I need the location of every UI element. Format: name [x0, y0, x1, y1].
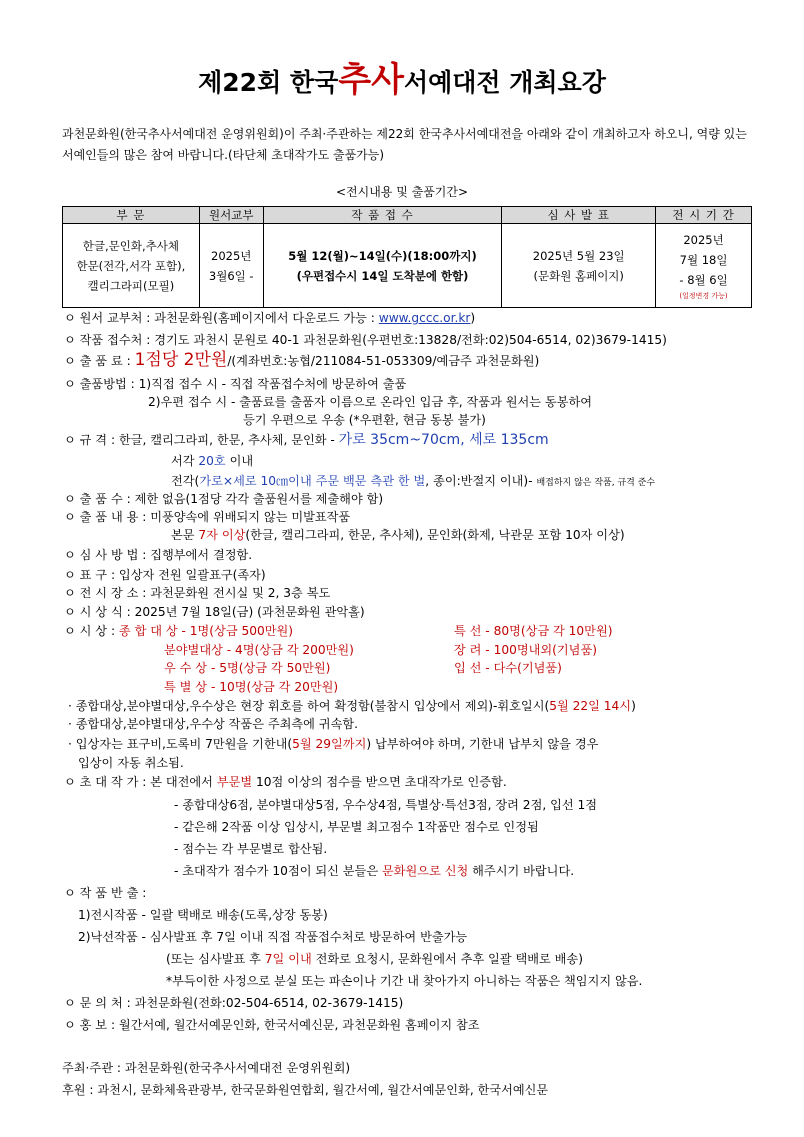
item-text: ) 납부하여야 하며, 기한내 납부치 않을 경우 [366, 737, 599, 751]
table-header-row [63, 207, 752, 224]
award-grand: 종 합 대 상 - 1명(상금 500만원) [118, 624, 294, 638]
item-count: ㅇ 출 품 수 : 제한 없음(1점당 각각 출품원서를 제출해야 함) [64, 492, 384, 506]
table-header: 부 문 [63, 207, 200, 224]
invited-points-line [174, 862, 574, 880]
item-form-distribution [64, 309, 475, 327]
item-content: ㅇ 출 품 내 용 : 미풍양속에 위배되지 않는 미발표작품 [64, 510, 351, 524]
item-text: 해주시기 바랍니다. [468, 864, 575, 878]
item-text: · 종합대상,분야별대상,우수상은 현장 휘호를 하여 확정함(불참시 입상에서 제외)-휘호일시( [68, 699, 550, 713]
item-judging: ㅇ 심 사 방 법 : 집행부에서 결정함. [64, 548, 253, 562]
item-text: ㅇ 출 품 료 : [64, 354, 135, 368]
item-text: 서각 [171, 454, 199, 468]
item-text: 본문 [171, 528, 199, 542]
invited-points-line: - 점수는 각 부문별로 합산됨. [174, 842, 328, 856]
cell-note: (일정변경 가능) [679, 291, 728, 300]
item-text: ㅇ 규 격 : 한글, 캘리그라피, 한문, 추사체, 문인화 - [64, 433, 339, 447]
return-disclaimer: *부득이한 사정으로 분실 또는 파손이나 기간 내 찾아가지 아니하는 작품은 책임지지 않음. [166, 974, 643, 988]
item-text: ㅇ 시 상 : [64, 624, 119, 638]
note-ownership: · 종합대상,분야별대상,우수상 작품은 주최측에 귀속함. [68, 717, 359, 731]
cell-line: 2025년 [683, 232, 724, 247]
size-highlight: 가로 35cm~70cm, 세로 135cm [338, 432, 549, 448]
cell-line: 5월 12(월)~14일(수)(18:00까지) [288, 248, 477, 263]
title-prefix: 제22회 한국 [198, 68, 339, 97]
cell-line: 한문(전각,서각 포함), [76, 258, 186, 273]
item-framing: ㅇ 표 구 : 입상자 전원 일괄표구(족자) [64, 568, 266, 582]
item-invited-artist [64, 773, 507, 791]
award-excellence: 우 수 상 - 5명(상금 각 50만원) [164, 661, 331, 675]
category-cell [63, 224, 200, 308]
item-text: 이내 [225, 454, 254, 468]
cell-line: - 8월 6일 [679, 272, 728, 287]
cell-line: 캘리그라피(모필) [87, 278, 175, 293]
item-content-line [171, 526, 625, 544]
note-payment [68, 735, 598, 753]
return-line: 1)전시작품 - 일괄 택배로 배송(도록,상장 동봉) [78, 908, 328, 922]
item-text: ) [470, 311, 476, 325]
item-submission-place: ㅇ 작품 접수처 : 경기도 과천시 문원로 40-1 과천문화원(우편번호:13828/전화:02)504-6514, 02)3679-1415) [64, 333, 667, 347]
footer-host: 주최·주관 : 과천문화원(한국추사서예대전 운영위원회) [62, 1061, 351, 1075]
table-row [63, 224, 752, 308]
item-text: ㅇ 초 대 작 가 : 본 대전에서 [64, 775, 217, 789]
item-highlight: 5월 29일까지 [292, 737, 367, 751]
title-suffix: 서예대전 개최요강 [403, 68, 606, 97]
item-method: ㅇ 출품방법 : 1)직접 접수 시 - 직접 작품접수처에 방문하여 출품 [64, 377, 407, 391]
website-link[interactable]: www.gccc.or.kr [378, 311, 471, 325]
item-text: 전화로 요청시, 문화원에서 추후 일괄 택배로 배송) [311, 952, 583, 966]
item-venue: ㅇ 전 시 장 소 : 과천문화원 전시실 및 2, 3층 복도 [64, 586, 331, 600]
note-payment-line: 입상이 자동 취소됨. [78, 756, 184, 770]
item-promotion: ㅇ 홍 보 : 월간서예, 월간서예문인화, 한국서예신문, 과천문화원 홈페이지 참조 [64, 1018, 480, 1032]
item-text: 전각( [171, 474, 200, 488]
item-text: , 종이:반절지 이내)- [425, 474, 537, 488]
cell-line: 2025년 [211, 248, 252, 263]
award-special: 특 별 상 - 10명(상금 각 20만원) [164, 680, 339, 694]
footer-sponsor: 후원 : 과천시, 문화체육관광부, 한국문화원연합회, 월간서예, 월간서예문인화, 한국서예신문 [62, 1083, 549, 1097]
item-inquiry: ㅇ 문 의 처 : 과천문화원(전화:02-504-6514, 02-3679-1415) [64, 996, 404, 1010]
award-encouragement: 장 려 - 100명내외(기념품) [454, 643, 597, 657]
schedule-table [62, 206, 752, 308]
item-method-line: 2)우편 접수 시 - 출품료를 출품자 이름으로 온라인 입금 후, 작품과 원서는 동봉하여 [148, 395, 593, 409]
item-highlight: 가로×세로 10㎝이내 주문 백문 측관 한 벌 [199, 474, 426, 488]
item-text: /(계좌번호:농협/211084-51-053309/예금주 과천문화원) [227, 354, 540, 368]
exhibition-cell [656, 224, 752, 308]
item-text: ㅇ 원서 교부처 : 과천문화원(홈페이지에서 다운로드 가능 : [64, 311, 379, 325]
item-text: ) [631, 699, 636, 713]
item-highlight: 7자 이상 [198, 528, 246, 542]
award-selected: 입 선 - 다수(기념품) [454, 661, 562, 675]
item-text: 10점 이상의 점수를 받으면 초대작가로 인증함. [252, 775, 507, 789]
item-return: ㅇ 작 품 반 출 : [64, 886, 147, 900]
page-title [0, 52, 804, 101]
award-category: 분야별대상 - 4명(상금 각 200만원) [164, 643, 354, 657]
item-ceremony: ㅇ 시 상 식 : 2025년 7월 18일(금) (과천문화원 관악홀) [64, 605, 365, 619]
table-caption: <전시내용 및 출품기간> [335, 185, 469, 199]
item-spec-line [171, 452, 253, 470]
invited-points-line: - 종합대상6점, 분야별대상5점, 우수상4점, 특별상·특선3점, 장려 2점, 입선 1점 [174, 798, 598, 812]
cell-line: 2025년 5월 23일 [532, 248, 625, 263]
item-highlight: 문화원으로 신청 [381, 864, 469, 878]
item-highlight: 부문별 [216, 775, 253, 789]
item-text: - 초대작가 점수가 10점이 되신 분들은 [174, 864, 382, 878]
award-special-selection: 특 선 - 80명(상금 각 10만원) [454, 624, 613, 638]
item-method-line: 등기 우편으로 우송 (*우편환, 현금 동봉 불가) [243, 413, 486, 427]
note-onsite-writing [68, 697, 636, 715]
table-header: 전 시 기 간 [656, 207, 752, 224]
item-text: · 입상자는 표구비,도록비 7만원을 기한내( [68, 737, 293, 751]
judging-cell [502, 224, 656, 308]
return-line [166, 950, 583, 968]
item-fee [64, 351, 539, 370]
cell-line: 한글,문인화,추사체 [82, 238, 179, 253]
table-header: 심 사 발 표 [502, 207, 656, 224]
form-distribution-cell [199, 224, 263, 308]
item-note: 배접하지 않은 작품, 규격 준수 [536, 478, 656, 488]
item-text: (한글, 캘리그라피, 한문, 추사체), 문인화(화제, 낙관문 포함 10자 이상) [245, 528, 625, 542]
item-awards [64, 622, 293, 640]
return-line: 2)낙선작품 - 심사발표 후 7일 이내 직접 작품접수처로 방문하여 반출가능 [78, 930, 468, 944]
item-spec [64, 431, 549, 449]
intro-paragraph: 과천문화원(한국추사서예대전 운영위원회)이 주최·주관하는 제22회 한국추사서예대전을 아래와 같이 개최하고자 하오니, 역량 있는 서예인들의 많은 참여 바랍니다.(타단체 초대작가도 출품가능) [62, 127, 747, 162]
item-text: (또는 심사발표 후 [166, 952, 265, 966]
item-spec-line [171, 472, 655, 492]
cell-line: (우편접수시 14일 도착분에 한함) [296, 268, 469, 283]
table-header: 원서교부 [199, 207, 263, 224]
cell-line: 3월6일 - [208, 268, 254, 283]
invited-points-line: - 같은해 2작품 이상 입상시, 부문별 최고점수 1작품만 점수로 인정됨 [174, 820, 539, 834]
cell-line: 7월 18일 [679, 252, 728, 267]
item-highlight: 5월 22일 14시 [549, 699, 632, 713]
submission-cell [263, 224, 502, 308]
fee-highlight: 1점당 2만원 [134, 350, 228, 370]
item-highlight: 7일 이내 [264, 952, 312, 966]
item-highlight: 20호 [198, 454, 226, 468]
table-header: 작 품 접 수 [263, 207, 502, 224]
title-highlight: 추사 [338, 60, 404, 100]
cell-line: (문화원 홈페이지) [533, 268, 624, 283]
